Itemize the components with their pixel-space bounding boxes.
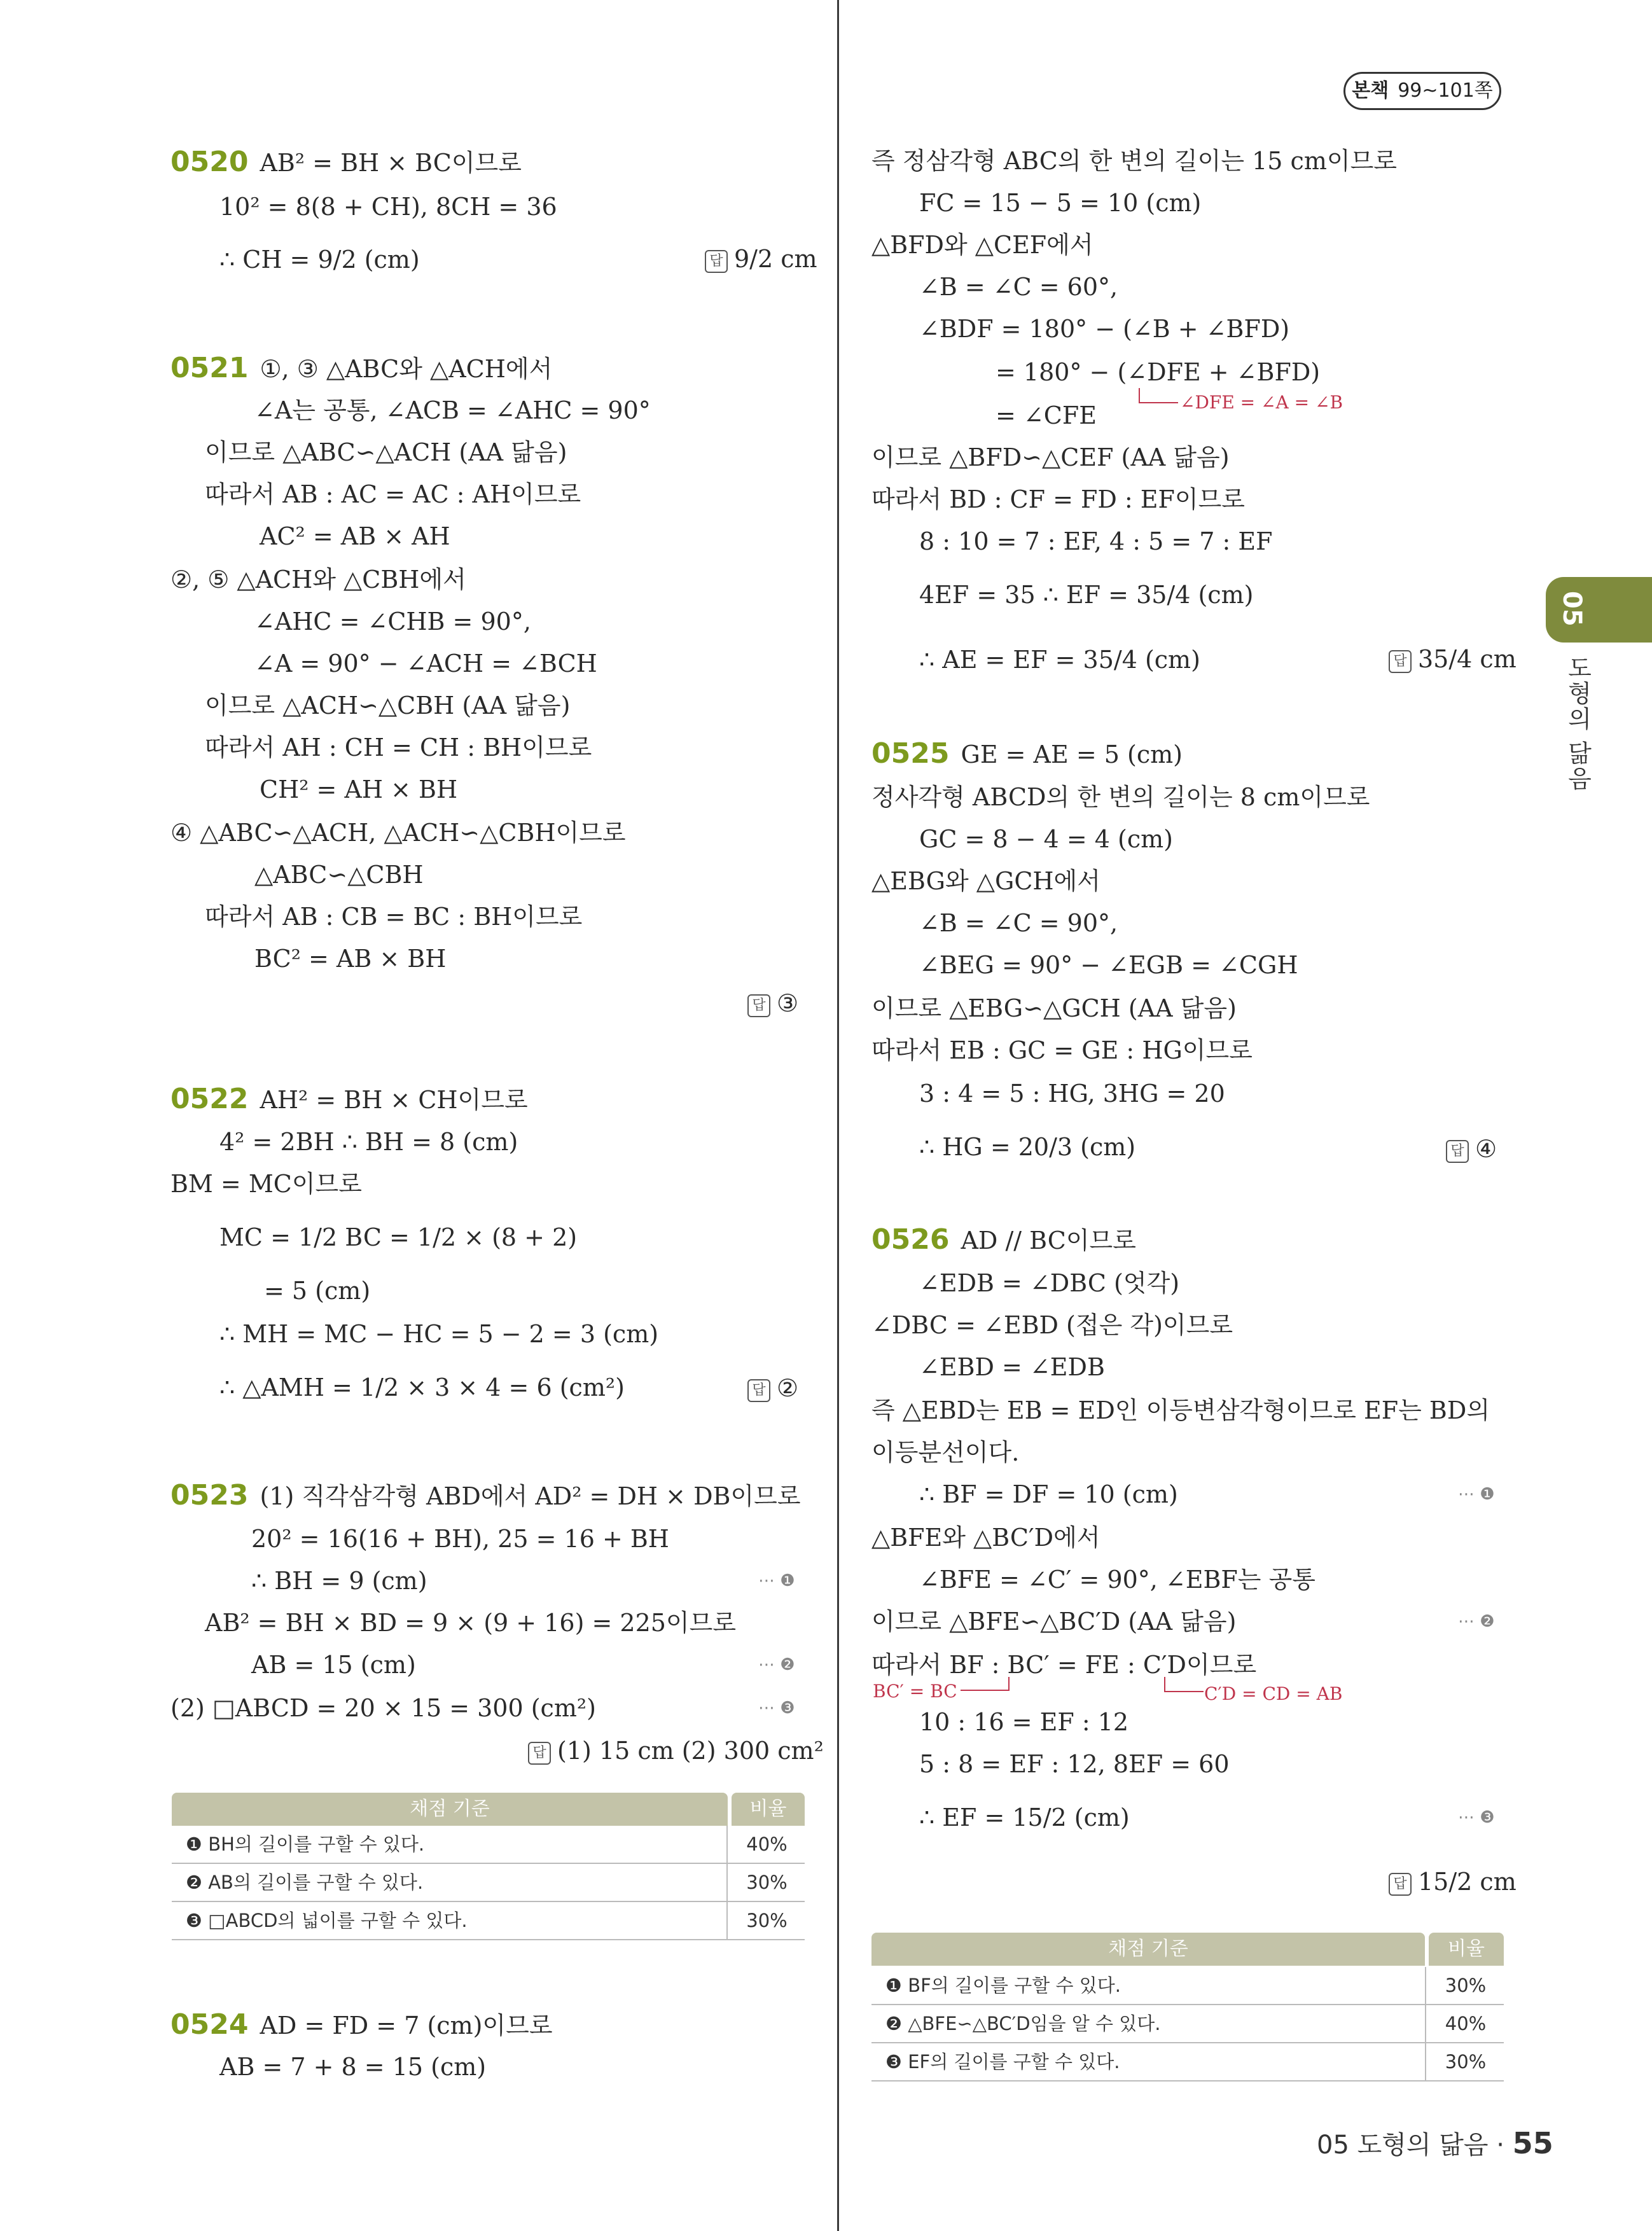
solution-line: = 180° − (∠DFE + ∠BFD) [996,358,1321,386]
solution-line: = ∠CFE [996,401,1097,429]
solution-line: GC = 8 − 4 = 4 (cm) [919,825,1173,853]
answer-icon: 답 [747,1379,770,1402]
solution-line: 4EF = 35 ∴ EF = 35/4 (cm) [919,581,1254,609]
solution-line: BC² = AB × BH [254,945,447,973]
problem-number: 0525 [871,737,950,770]
solution-line: △BFD와 △CEF에서 [871,231,1093,259]
annotation: ∠DFE = ∠A = ∠B [1180,392,1343,413]
solution-line: ∴ BH = 9 (cm) [251,1567,427,1595]
table-row: ❷ △BFE∽△BC′D임을 알 수 있다. 40% [871,2005,1504,2043]
answer: 답 ④ [1446,1135,1497,1163]
answer-icon: 답 [1446,1140,1469,1163]
answer-icon: 답 [1389,1873,1412,1896]
answer: 답 35/4 cm [1389,645,1517,673]
problem-number: 0521 [170,352,249,384]
solution-line: 8 : 10 = 7 : EF, 4 : 5 = 7 : EF [919,527,1273,555]
problem-0520-line: 10² = 8(8 + CH), 8CH = 36 [219,193,557,221]
solution-line: △EBG와 △GCH에서 [871,867,1100,895]
solution-line: ∠B = ∠C = 60°, [919,273,1118,301]
table-row: ❷ AB의 길이를 구할 수 있다. 30% [172,1864,805,1902]
solution-line: 따라서 BF : BC′ = FE : C′D이므로 [871,1651,1257,1679]
solution-line: 이므로 △BFD∽△CEF (AA 닮음) [871,443,1230,471]
problem-0521-line: 0521 ①, ③ △ABC와 △ACH에서 [170,352,553,384]
solution-line: 3 : 4 = 5 : HG, 3HG = 20 [919,1080,1225,1108]
solution-line: ②, ⑤ △ACH와 △CBH에서 [170,566,466,594]
solution-line: CH² = AH × BH [260,775,458,803]
step-marker-3: ⋯ ❸ [1458,1808,1495,1827]
solution-line: 4² = 2BH ∴ BH = 8 (cm) [219,1128,518,1156]
solution-line: 정사각형 ABCD의 한 변의 길이는 8 cm이므로 [871,783,1370,811]
problem-0522-line: 0522 AH² = BH × CH이므로 [170,1083,528,1115]
page-footer: 05 도형의 닮음 · 55 [1317,2126,1553,2160]
chapter-title: 도형의 닮음 [1564,655,1592,792]
step-marker-1: ⋯ ❶ [758,1571,795,1590]
answer: 답 15/2 cm [1389,1868,1517,1896]
answer-icon: 답 [747,994,770,1017]
solution-line: AB = 15 (cm) [251,1651,416,1679]
annotation-line [961,1677,1010,1691]
solution-line: ∴ AE = EF = 35/4 (cm) [919,646,1200,674]
problem-0520-line: ∴ CH = 9/2 (cm) [219,246,420,274]
solution-line: 즉 정삼각형 ABC의 한 변의 길이는 15 cm이므로 [871,147,1397,175]
annotation: C′D = CD = AB [1204,1683,1343,1704]
problem-0524-line: 0524 AD = FD = 7 (cm)이므로 [170,2008,553,2041]
solution-line: (2) □ABCD = 20 × 15 = 300 (cm²) [170,1694,596,1722]
problem-0523-line: 0523 (1) 직각삼각형 ABD에서 AD² = DH × DB이므로 [170,1479,801,1512]
solution-line: 따라서 AB : CB = BC : BH이므로 [205,903,583,931]
answer: 답 ③ [747,989,798,1017]
table-header: 비율 [732,1793,805,1826]
solution-line: ∴ BF = DF = 10 (cm) [919,1480,1178,1508]
solution-line: ∠BEG = 90° − ∠EGB = ∠CGH [919,951,1298,979]
solution-line: ∠A = 90° − ∠ACH = ∠BCH [254,650,597,678]
problem-number: 0520 [170,146,249,178]
answer: 답 ② [747,1374,798,1402]
grading-table-1 [172,1793,805,1939]
solution-line: △BFE와 △BC′D에서 [871,1524,1100,1552]
table-header: 채점 기준 [172,1793,728,1826]
table-header: 비율 [1429,1933,1504,1966]
table-row: ❶ BF의 길이를 구할 수 있다. 30% [871,1967,1504,2005]
solution-line: = 5 (cm) [264,1277,371,1305]
solution-line: ∠A는 공통, ∠ACB = ∠AHC = 90° [254,396,651,424]
column-divider [837,0,839,2231]
chapter-tab: 05 [1546,577,1652,643]
solution-line: AB² = BH × BD = 9 × (9 + 16) = 225이므로 [205,1609,737,1637]
solution-line: ∠B = ∠C = 90°, [919,909,1118,937]
table-row: ❶ BH의 길이를 구할 수 있다. 40% [172,1826,805,1864]
solution-line: 이등분선이다. [871,1438,1020,1466]
solution-line: FC = 15 − 5 = 10 (cm) [919,189,1202,217]
solution-line: 따라서 AH : CH = CH : BH이므로 [205,733,592,761]
solution-line: 이므로 △BFE∽△BC′D (AA 닮음) [871,1608,1237,1636]
solution-line: 이므로 △EBG∽△GCH (AA 닮음) [871,994,1237,1022]
step-marker-3: ⋯ ❸ [758,1699,795,1718]
reference-badge: 본책 99~101쪽 [1343,72,1501,110]
solution-line: ∴ EF = 15/2 (cm) [919,1804,1130,1831]
answer-icon: 답 [528,1742,551,1765]
solution-line: 이므로 △ABC∽△ACH (AA 닮음) [205,438,567,466]
page-number: 55 [1512,2126,1553,2160]
solution-line: ∠DBC = ∠EBD (접은 각)이므로 [871,1311,1233,1339]
solution-line: 따라서 EB : GC = GE : HG이므로 [871,1036,1253,1064]
problem-number: 0524 [170,2008,249,2041]
annotation: BC′ = BC [873,1681,957,1702]
solution-line: ∴ △AMH = 1/2 × 3 × 4 = 6 (cm²) [219,1373,625,1401]
solution-line: ∠EBD = ∠EDB [919,1353,1105,1381]
solution-line: 10 : 16 = EF : 12 [919,1708,1129,1736]
solution-line: ∠EDB = ∠DBC (엇각) [919,1269,1180,1297]
problem-number: 0522 [170,1083,249,1115]
solution-line: ∴ MH = MC − HC = 5 − 2 = 3 (cm) [219,1320,659,1348]
table-row: ❸ EF의 길이를 구할 수 있다. 30% [871,2043,1504,2082]
solution-line: 따라서 BD : CF = FD : EF이므로 [871,485,1246,513]
solution-line: 따라서 AB : AC = AC : AH이므로 [205,480,581,508]
answer: 답 9/2 cm [705,245,817,273]
table-header: 채점 기준 [871,1933,1425,1966]
table-row: ❸ □ABCD의 넓이를 구할 수 있다. 30% [172,1902,805,1940]
step-marker-1: ⋯ ❶ [1458,1485,1495,1504]
answer-icon: 답 [1389,650,1412,673]
step-marker-2: ⋯ ❷ [1458,1612,1495,1631]
step-marker-2: ⋯ ❷ [758,1655,795,1674]
solution-line: ∠BDF = 180° − (∠B + ∠BFD) [919,315,1290,343]
answer: 답 (1) 15 cm (2) 300 cm² [528,1737,824,1765]
solution-line: 즉 △EBD는 EB = ED인 이등변삼각형이므로 EF는 BD의 [871,1396,1490,1424]
solution-line: 이므로 △ACH∽△CBH (AA 닮음) [205,692,571,719]
problem-0520-line: 0520 AB² = BH × BC이므로 [170,146,522,178]
solution-line: AB = 7 + 8 = 15 (cm) [219,2053,487,2081]
solution-line: ∴ HG = 20/3 (cm) [919,1133,1136,1161]
solution-line: MC = 1/2 BC = 1/2 × (8 + 2) [219,1223,578,1251]
problem-0526-line: 0526 AD // BC이므로 [871,1223,1136,1256]
solution-line: 5 : 8 = EF : 12, 8EF = 60 [919,1750,1230,1778]
grading-table-2 [871,1933,1504,2085]
problem-number: 0526 [871,1223,950,1256]
annotation-line [1139,388,1178,403]
solution-line: ∠BFE = ∠C′ = 90°, ∠EBF는 공통 [919,1566,1315,1594]
solution-line: 20² = 16(16 + BH), 25 = 16 + BH [251,1525,669,1553]
answer-icon: 답 [705,250,728,273]
solution-line: △ABC∽△CBH [254,861,424,889]
solution-line: ∠AHC = ∠CHB = 90°, [254,608,531,636]
problem-number: 0523 [170,1479,249,1512]
problem-0525-line: 0525 GE = AE = 5 (cm) [871,737,1183,770]
solution-line: BM = MC이므로 [170,1170,362,1198]
solution-line: ④ △ABC∽△ACH, △ACH∽△CBH이므로 [170,819,626,847]
annotation-line [1164,1677,1204,1692]
solution-line: AC² = AB × AH [260,522,450,550]
